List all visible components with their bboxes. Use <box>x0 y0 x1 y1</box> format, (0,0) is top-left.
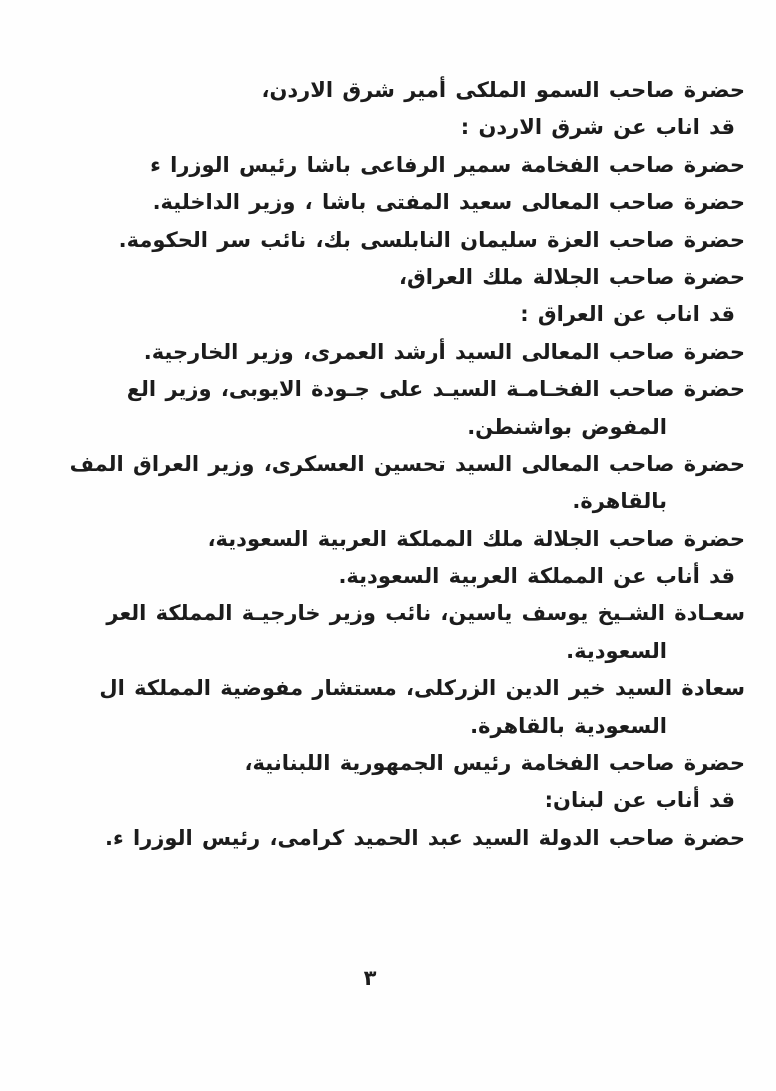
document-line: حضرة صاحب الجلالة ملك العراق، <box>399 264 745 289</box>
document-line: سعـادة الشـيخ يوسف ياسين، نائب وزير خارجيـة المملكة العر <box>106 601 745 626</box>
document-line: حضرة صاحب الجلالة ملك المملكة العربية السعودية، <box>207 526 745 551</box>
document-text-block <box>69 72 747 857</box>
document-line: حضرة صاحب المعالى سعيد المفتى باشا ، وزير الداخلية. <box>152 190 745 215</box>
document-line: قد أناب عن المملكة العربية السعودية. <box>338 564 735 589</box>
document-line: حضرة صاحب المعالى السيد تحسين العسكرى، وزير العراق المف <box>69 451 745 476</box>
document-line: حضرة صاحب الفخـامـة السيـد على جـودة الايوبى، وزير الع <box>126 377 745 402</box>
document-line: حضرة صاحب الدولة السيد عبد الحميد كرامى، رئيس الوزرا ء. <box>105 825 745 850</box>
page-number: ٣ <box>363 966 377 990</box>
document-line: قد اناب عن شرق الاردن : <box>460 115 735 140</box>
document-line: حضرة صاحب السمو الملكى أمير شرق الاردن، <box>261 78 745 102</box>
document-line: حضرة صاحب العزة سليمان النابلسى بك، نائب سر الحكومة. <box>118 227 745 252</box>
document-line: قد أناب عن لبنان: <box>544 788 735 813</box>
document-line: حضرة صاحب الفخامة سمير الرفاعى باشا رئيس الوزرا ء <box>150 152 745 177</box>
document-line: سعادة السيد خير الدين الزركلى، مستشار مفوضية المملكة ال <box>99 676 745 701</box>
document-line: السعودية بالقاهرة. <box>470 713 667 738</box>
document-line: حضرة صاحب المعالى السيد أرشد العمرى، وزير الخارجية. <box>143 339 745 364</box>
document-line: المفوض بواشنطن. <box>467 414 667 439</box>
document-line: قد اناب عن العراق : <box>520 302 735 327</box>
document-line: بالقاهرة. <box>572 489 667 514</box>
document-line: السعودية. <box>566 638 667 663</box>
document-line: حضرة صاحب الفخامة رئيس الجمهورية اللبنانية، <box>244 751 745 776</box>
